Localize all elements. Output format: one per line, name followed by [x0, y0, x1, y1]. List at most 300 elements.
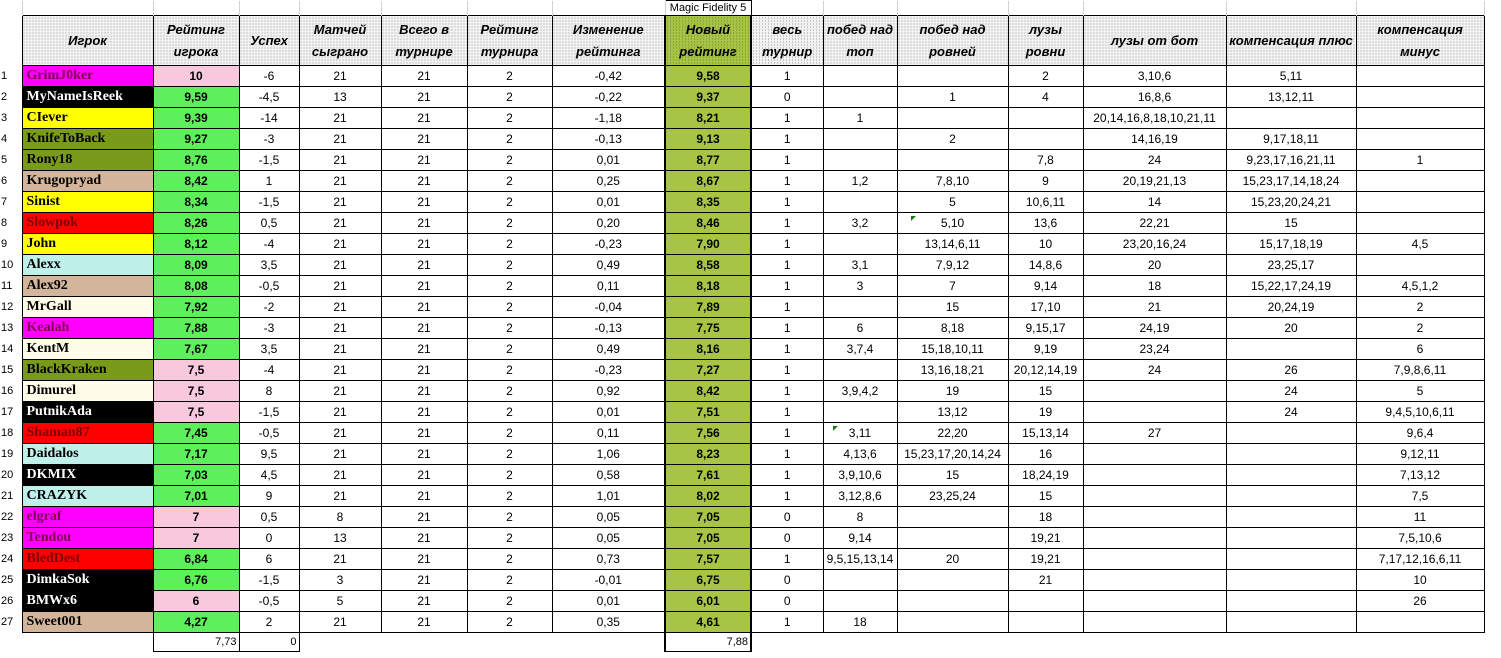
- player-name-cell[interactable]: KnifeToBack: [22, 129, 153, 150]
- new-rating-cell[interactable]: 8,21: [665, 108, 751, 129]
- data-cell[interactable]: 1: [751, 339, 823, 360]
- data-cell[interactable]: [1356, 129, 1484, 150]
- data-cell[interactable]: [1008, 129, 1083, 150]
- data-cell[interactable]: 21: [299, 276, 381, 297]
- data-cell[interactable]: 2: [467, 465, 552, 486]
- data-cell[interactable]: 21: [299, 444, 381, 465]
- data-cell[interactable]: 4,5,1,2: [1356, 276, 1484, 297]
- data-cell[interactable]: 2: [467, 528, 552, 549]
- data-cell[interactable]: 21: [1008, 570, 1083, 591]
- data-cell[interactable]: 2: [239, 612, 299, 633]
- data-cell[interactable]: 0,05: [552, 528, 665, 549]
- data-cell[interactable]: 21: [299, 465, 381, 486]
- data-cell[interactable]: 23,25,17: [1226, 255, 1356, 276]
- new-rating-cell[interactable]: 7,51: [665, 402, 751, 423]
- data-cell[interactable]: 7,13,12: [1356, 465, 1484, 486]
- new-rating-cell[interactable]: 8,35: [665, 192, 751, 213]
- data-cell[interactable]: 1,06: [552, 444, 665, 465]
- data-cell[interactable]: [1083, 570, 1226, 591]
- column-header[interactable]: Успех: [239, 16, 299, 66]
- data-cell[interactable]: 24,19: [1083, 318, 1226, 339]
- new-rating-cell[interactable]: 7,05: [665, 528, 751, 549]
- data-cell[interactable]: 15: [1008, 486, 1083, 507]
- data-cell[interactable]: 26: [1356, 591, 1484, 612]
- data-cell[interactable]: 21: [299, 423, 381, 444]
- data-cell[interactable]: 21: [381, 339, 467, 360]
- player-name-cell[interactable]: Krugopryad: [22, 171, 153, 192]
- data-cell[interactable]: 1: [751, 108, 823, 129]
- player-name-cell[interactable]: Shaman87: [22, 423, 153, 444]
- data-cell[interactable]: 13,6: [1008, 213, 1083, 234]
- data-cell[interactable]: 15,13,14: [1008, 423, 1083, 444]
- data-cell[interactable]: [1226, 507, 1356, 528]
- data-cell[interactable]: -14: [239, 108, 299, 129]
- data-cell[interactable]: 13: [299, 528, 381, 549]
- data-cell[interactable]: [1226, 465, 1356, 486]
- data-cell[interactable]: -4,5: [239, 87, 299, 108]
- data-cell[interactable]: [1226, 486, 1356, 507]
- data-cell[interactable]: 13,16,18,21: [897, 360, 1008, 381]
- data-cell[interactable]: 15,18,10,11: [897, 339, 1008, 360]
- data-cell[interactable]: 7,8,10: [897, 171, 1008, 192]
- player-name-cell[interactable]: Slowpok: [22, 213, 153, 234]
- data-cell[interactable]: 2: [467, 591, 552, 612]
- new-rating-cell[interactable]: 7,90: [665, 234, 751, 255]
- player-rating-cell[interactable]: 6: [153, 591, 239, 612]
- data-cell[interactable]: 21: [381, 570, 467, 591]
- data-cell[interactable]: [897, 570, 1008, 591]
- data-cell[interactable]: 0: [751, 591, 823, 612]
- data-cell[interactable]: [823, 87, 897, 108]
- new-rating-cell[interactable]: 6,75: [665, 570, 751, 591]
- data-cell[interactable]: [1356, 87, 1484, 108]
- player-rating-cell[interactable]: 9,39: [153, 108, 239, 129]
- data-cell[interactable]: [823, 192, 897, 213]
- data-cell[interactable]: 1: [751, 549, 823, 570]
- player-rating-cell[interactable]: 7: [153, 528, 239, 549]
- data-cell[interactable]: 3,9,10,6: [823, 465, 897, 486]
- data-cell[interactable]: [1356, 255, 1484, 276]
- data-cell[interactable]: 21: [381, 360, 467, 381]
- new-rating-cell[interactable]: 7,56: [665, 423, 751, 444]
- data-cell[interactable]: 24: [1226, 381, 1356, 402]
- data-cell[interactable]: 21: [381, 129, 467, 150]
- data-cell[interactable]: 0,01: [552, 402, 665, 423]
- player-rating-cell[interactable]: 4,27: [153, 612, 239, 633]
- data-cell[interactable]: -1,18: [552, 108, 665, 129]
- data-cell[interactable]: 2: [467, 360, 552, 381]
- player-rating-cell[interactable]: 8,08: [153, 276, 239, 297]
- data-cell[interactable]: 21: [299, 318, 381, 339]
- data-cell[interactable]: 1: [751, 318, 823, 339]
- data-cell[interactable]: 9: [239, 486, 299, 507]
- new-rating-cell[interactable]: 4,61: [665, 612, 751, 633]
- data-cell[interactable]: 21: [381, 297, 467, 318]
- data-cell[interactable]: 20: [1226, 318, 1356, 339]
- data-cell[interactable]: 1: [751, 213, 823, 234]
- average-new-rating-cell[interactable]: 7,88: [665, 633, 751, 652]
- data-cell[interactable]: 21: [381, 171, 467, 192]
- data-cell[interactable]: 19: [897, 381, 1008, 402]
- data-cell[interactable]: 14: [1083, 192, 1226, 213]
- data-cell[interactable]: 21: [1083, 297, 1226, 318]
- data-cell[interactable]: 1: [751, 234, 823, 255]
- data-cell[interactable]: 1,01: [552, 486, 665, 507]
- data-cell[interactable]: 6: [239, 549, 299, 570]
- column-header[interactable]: Матчей сыграно: [299, 16, 381, 66]
- data-cell[interactable]: 10: [1356, 570, 1484, 591]
- player-name-cell[interactable]: John: [22, 234, 153, 255]
- data-cell[interactable]: 21: [381, 276, 467, 297]
- data-cell[interactable]: [1083, 591, 1226, 612]
- data-cell[interactable]: [1083, 444, 1226, 465]
- data-cell[interactable]: 21: [299, 171, 381, 192]
- player-rating-cell[interactable]: 8,34: [153, 192, 239, 213]
- player-name-cell[interactable]: Tendou: [22, 528, 153, 549]
- data-cell[interactable]: 21: [299, 360, 381, 381]
- data-cell[interactable]: 21: [381, 423, 467, 444]
- data-cell[interactable]: 22,20: [897, 423, 1008, 444]
- data-cell[interactable]: 2: [467, 255, 552, 276]
- data-cell[interactable]: [897, 528, 1008, 549]
- data-cell[interactable]: [823, 360, 897, 381]
- data-cell[interactable]: 2: [467, 444, 552, 465]
- data-cell[interactable]: -0,13: [552, 129, 665, 150]
- player-rating-cell[interactable]: 9,27: [153, 129, 239, 150]
- data-cell[interactable]: 2: [467, 381, 552, 402]
- data-cell[interactable]: -0,01: [552, 570, 665, 591]
- data-cell[interactable]: [1226, 549, 1356, 570]
- data-cell[interactable]: -4: [239, 234, 299, 255]
- data-cell[interactable]: 1: [751, 444, 823, 465]
- data-cell[interactable]: 3,2: [823, 213, 897, 234]
- data-cell[interactable]: 20: [897, 549, 1008, 570]
- data-cell[interactable]: -2: [239, 297, 299, 318]
- new-rating-cell[interactable]: 8,77: [665, 150, 751, 171]
- data-cell[interactable]: 0,49: [552, 255, 665, 276]
- data-cell[interactable]: 15: [897, 297, 1008, 318]
- data-cell[interactable]: 2: [467, 66, 552, 87]
- data-cell[interactable]: [823, 591, 897, 612]
- player-name-cell[interactable]: MyNameIsReek: [22, 87, 153, 108]
- data-cell[interactable]: 1,2: [823, 171, 897, 192]
- data-cell[interactable]: [1226, 339, 1356, 360]
- player-name-cell[interactable]: Alex92: [22, 276, 153, 297]
- data-cell[interactable]: 2: [467, 507, 552, 528]
- data-cell[interactable]: 21: [381, 318, 467, 339]
- data-cell[interactable]: 1: [239, 171, 299, 192]
- data-cell[interactable]: 21: [381, 66, 467, 87]
- data-cell[interactable]: 14,16,19: [1083, 129, 1226, 150]
- data-cell[interactable]: 18: [1008, 507, 1083, 528]
- data-cell[interactable]: 3,5: [239, 255, 299, 276]
- data-cell[interactable]: 21: [381, 255, 467, 276]
- data-cell[interactable]: 7,9,8,6,11: [1356, 360, 1484, 381]
- player-name-cell[interactable]: elgraf: [22, 507, 153, 528]
- new-rating-cell[interactable]: 8,67: [665, 171, 751, 192]
- column-header[interactable]: Изменение рейтинга: [552, 16, 665, 66]
- data-cell[interactable]: 20,24,19: [1226, 297, 1356, 318]
- data-cell[interactable]: 7,9,12: [897, 255, 1008, 276]
- data-cell[interactable]: -3: [239, 129, 299, 150]
- data-cell[interactable]: 2: [467, 150, 552, 171]
- data-cell[interactable]: [1008, 591, 1083, 612]
- data-cell[interactable]: 1: [751, 381, 823, 402]
- data-cell[interactable]: 21: [299, 255, 381, 276]
- data-cell[interactable]: 2: [1008, 66, 1083, 87]
- data-cell[interactable]: 2: [467, 423, 552, 444]
- data-cell[interactable]: [823, 234, 897, 255]
- data-cell[interactable]: [1083, 549, 1226, 570]
- data-cell[interactable]: [1226, 528, 1356, 549]
- data-cell[interactable]: 16,8,6: [1083, 87, 1226, 108]
- player-name-cell[interactable]: MrGall: [22, 297, 153, 318]
- data-cell[interactable]: 21: [381, 528, 467, 549]
- data-cell[interactable]: 2: [467, 339, 552, 360]
- column-header[interactable]: побед над топ: [823, 16, 897, 66]
- data-cell[interactable]: -0,22: [552, 87, 665, 108]
- data-cell[interactable]: 0,5: [239, 507, 299, 528]
- data-cell[interactable]: 21: [381, 444, 467, 465]
- data-cell[interactable]: 13: [299, 87, 381, 108]
- data-cell[interactable]: 19,21: [1008, 549, 1083, 570]
- data-cell[interactable]: 24: [1083, 360, 1226, 381]
- player-name-cell[interactable]: BMWx6: [22, 591, 153, 612]
- data-cell[interactable]: 0,05: [552, 507, 665, 528]
- data-cell[interactable]: 5: [299, 591, 381, 612]
- data-cell[interactable]: -1,5: [239, 192, 299, 213]
- data-cell[interactable]: 11: [1356, 507, 1484, 528]
- data-cell[interactable]: 1: [751, 255, 823, 276]
- data-cell[interactable]: 20,14,16,8,18,10,21,11: [1083, 108, 1226, 129]
- data-cell[interactable]: [823, 570, 897, 591]
- data-cell[interactable]: 0,01: [552, 150, 665, 171]
- data-cell[interactable]: 13,12: [897, 402, 1008, 423]
- player-name-cell[interactable]: DimkaSok: [22, 570, 153, 591]
- column-header[interactable]: Всего в турнире: [381, 16, 467, 66]
- data-cell[interactable]: [823, 402, 897, 423]
- data-cell[interactable]: -3: [239, 318, 299, 339]
- data-cell[interactable]: 21: [299, 108, 381, 129]
- data-cell[interactable]: 0,35: [552, 612, 665, 633]
- data-cell[interactable]: 3,10,6: [1083, 66, 1226, 87]
- data-cell[interactable]: 5: [1356, 381, 1484, 402]
- data-cell[interactable]: 9,12,11: [1356, 444, 1484, 465]
- player-name-cell[interactable]: GrimJ0ker: [22, 66, 153, 87]
- data-cell[interactable]: 10,6,11: [1008, 192, 1083, 213]
- data-cell[interactable]: [1356, 66, 1484, 87]
- data-cell[interactable]: 1: [751, 402, 823, 423]
- player-name-cell[interactable]: Sinist: [22, 192, 153, 213]
- column-header[interactable]: компенсация минус: [1356, 16, 1484, 66]
- player-rating-cell[interactable]: 7,5: [153, 402, 239, 423]
- data-cell[interactable]: 0,20: [552, 213, 665, 234]
- player-name-cell[interactable]: Daidalos: [22, 444, 153, 465]
- data-cell[interactable]: 7,5,10,6: [1356, 528, 1484, 549]
- data-cell[interactable]: 3,11: [823, 423, 897, 444]
- data-cell[interactable]: 21: [299, 486, 381, 507]
- player-name-cell[interactable]: BlackKraken: [22, 360, 153, 381]
- data-cell[interactable]: [1008, 108, 1083, 129]
- data-cell[interactable]: [1226, 423, 1356, 444]
- data-cell[interactable]: 0,01: [552, 192, 665, 213]
- data-cell[interactable]: 3,12,8,6: [823, 486, 897, 507]
- data-cell[interactable]: 7,17,12,16,6,11: [1356, 549, 1484, 570]
- data-cell[interactable]: [1356, 171, 1484, 192]
- data-cell[interactable]: 13,12,11: [1226, 87, 1356, 108]
- data-cell[interactable]: 2: [467, 129, 552, 150]
- player-rating-cell[interactable]: 7,88: [153, 318, 239, 339]
- data-cell[interactable]: 0,58: [552, 465, 665, 486]
- data-cell[interactable]: 5,10: [897, 213, 1008, 234]
- player-rating-cell[interactable]: 6,84: [153, 549, 239, 570]
- data-cell[interactable]: 21: [381, 549, 467, 570]
- data-cell[interactable]: [1356, 192, 1484, 213]
- column-header[interactable]: Рейтинг турнира: [467, 16, 552, 66]
- player-rating-cell[interactable]: 7,5: [153, 360, 239, 381]
- data-cell[interactable]: 8: [299, 507, 381, 528]
- data-cell[interactable]: [823, 129, 897, 150]
- data-cell[interactable]: [1083, 612, 1226, 633]
- data-cell[interactable]: 21: [381, 402, 467, 423]
- data-cell[interactable]: 1: [751, 276, 823, 297]
- data-cell[interactable]: -6: [239, 66, 299, 87]
- data-cell[interactable]: [1226, 108, 1356, 129]
- data-cell[interactable]: 21: [299, 192, 381, 213]
- data-cell[interactable]: 21: [299, 381, 381, 402]
- data-cell[interactable]: 1: [897, 87, 1008, 108]
- data-cell[interactable]: 21: [299, 234, 381, 255]
- player-rating-cell[interactable]: 6,76: [153, 570, 239, 591]
- data-cell[interactable]: 2: [467, 612, 552, 633]
- data-cell[interactable]: 0: [751, 570, 823, 591]
- data-cell[interactable]: 26: [1226, 360, 1356, 381]
- data-cell[interactable]: 1: [751, 297, 823, 318]
- data-cell[interactable]: 1: [751, 192, 823, 213]
- data-cell[interactable]: -0,13: [552, 318, 665, 339]
- data-cell[interactable]: [1083, 507, 1226, 528]
- data-cell[interactable]: 9,15,17: [1008, 318, 1083, 339]
- data-cell[interactable]: 0,11: [552, 276, 665, 297]
- data-cell[interactable]: 1: [751, 66, 823, 87]
- data-cell[interactable]: 3,1: [823, 255, 897, 276]
- new-rating-cell[interactable]: 7,57: [665, 549, 751, 570]
- data-cell[interactable]: [1083, 402, 1226, 423]
- data-cell[interactable]: 21: [381, 108, 467, 129]
- average-rating-cell[interactable]: 7,73: [153, 633, 239, 652]
- data-cell[interactable]: 2: [467, 108, 552, 129]
- player-rating-cell[interactable]: 7,5: [153, 381, 239, 402]
- column-header[interactable]: компенсация плюс: [1226, 16, 1356, 66]
- player-rating-cell[interactable]: 8,26: [153, 213, 239, 234]
- data-cell[interactable]: 21: [299, 402, 381, 423]
- data-cell[interactable]: 21: [299, 129, 381, 150]
- data-cell[interactable]: 2: [1356, 297, 1484, 318]
- data-cell[interactable]: 0: [751, 87, 823, 108]
- player-rating-cell[interactable]: 7,03: [153, 465, 239, 486]
- data-cell[interactable]: [1226, 612, 1356, 633]
- data-cell[interactable]: 2: [467, 318, 552, 339]
- data-cell[interactable]: 2: [467, 87, 552, 108]
- data-cell[interactable]: [1226, 570, 1356, 591]
- player-name-cell[interactable]: BledDest: [22, 549, 153, 570]
- column-header[interactable]: Новый рейтинг: [665, 16, 751, 66]
- player-name-cell[interactable]: Alexx: [22, 255, 153, 276]
- data-cell[interactable]: 5,11: [1226, 66, 1356, 87]
- new-rating-cell[interactable]: 7,05: [665, 507, 751, 528]
- data-cell[interactable]: 16: [1008, 444, 1083, 465]
- player-name-cell[interactable]: KentM: [22, 339, 153, 360]
- data-cell[interactable]: 15: [1226, 213, 1356, 234]
- new-rating-cell[interactable]: 8,23: [665, 444, 751, 465]
- data-cell[interactable]: 14,8,6: [1008, 255, 1083, 276]
- player-rating-cell[interactable]: 7,17: [153, 444, 239, 465]
- new-rating-cell[interactable]: 7,89: [665, 297, 751, 318]
- data-cell[interactable]: 21: [381, 591, 467, 612]
- data-cell[interactable]: 21: [299, 150, 381, 171]
- data-cell[interactable]: 4,5: [1356, 234, 1484, 255]
- data-cell[interactable]: -0,42: [552, 66, 665, 87]
- data-cell[interactable]: 18,24,19: [1008, 465, 1083, 486]
- data-cell[interactable]: 0,11: [552, 423, 665, 444]
- data-cell[interactable]: 15,23,17,14,18,24: [1226, 171, 1356, 192]
- column-header[interactable]: лузы ровни: [1008, 16, 1083, 66]
- data-cell[interactable]: 15,22,17,24,19: [1226, 276, 1356, 297]
- new-rating-cell[interactable]: 7,27: [665, 360, 751, 381]
- data-cell[interactable]: 2: [897, 129, 1008, 150]
- column-header[interactable]: лузы от бот: [1083, 16, 1226, 66]
- data-cell[interactable]: 5: [897, 192, 1008, 213]
- data-cell[interactable]: 2: [467, 234, 552, 255]
- data-cell[interactable]: 15: [897, 465, 1008, 486]
- data-cell[interactable]: 21: [381, 507, 467, 528]
- data-cell[interactable]: 1: [751, 129, 823, 150]
- player-rating-cell[interactable]: 7,92: [153, 297, 239, 318]
- data-cell[interactable]: 6: [1356, 339, 1484, 360]
- data-cell[interactable]: 2: [467, 486, 552, 507]
- data-cell[interactable]: 21: [381, 486, 467, 507]
- column-header[interactable]: весь турнир: [751, 16, 823, 66]
- data-cell[interactable]: 21: [381, 87, 467, 108]
- data-cell[interactable]: 22,21: [1083, 213, 1226, 234]
- new-rating-cell[interactable]: 7,61: [665, 465, 751, 486]
- data-cell[interactable]: 9,14: [1008, 276, 1083, 297]
- data-cell[interactable]: 21: [381, 192, 467, 213]
- data-cell[interactable]: [1083, 465, 1226, 486]
- data-cell[interactable]: 21: [381, 465, 467, 486]
- player-rating-cell[interactable]: 9,59: [153, 87, 239, 108]
- new-rating-cell[interactable]: 8,02: [665, 486, 751, 507]
- player-rating-cell[interactable]: 8,09: [153, 255, 239, 276]
- data-cell[interactable]: 2: [467, 171, 552, 192]
- data-cell[interactable]: 2: [467, 570, 552, 591]
- data-cell[interactable]: 19: [1008, 402, 1083, 423]
- data-cell[interactable]: 21: [299, 549, 381, 570]
- new-rating-cell[interactable]: 8,18: [665, 276, 751, 297]
- data-cell[interactable]: 0,73: [552, 549, 665, 570]
- data-cell[interactable]: -1,5: [239, 570, 299, 591]
- data-cell[interactable]: 3,9,4,2: [823, 381, 897, 402]
- data-cell[interactable]: [1226, 444, 1356, 465]
- data-cell[interactable]: 15,23,17,20,14,24: [897, 444, 1008, 465]
- player-name-cell[interactable]: Dimurel: [22, 381, 153, 402]
- data-cell[interactable]: -0,5: [239, 591, 299, 612]
- data-cell[interactable]: [1356, 612, 1484, 633]
- data-cell[interactable]: 21: [381, 612, 467, 633]
- player-rating-cell[interactable]: 8,42: [153, 171, 239, 192]
- player-name-cell[interactable]: CRAZYK: [22, 486, 153, 507]
- player-name-cell[interactable]: Sweet001: [22, 612, 153, 633]
